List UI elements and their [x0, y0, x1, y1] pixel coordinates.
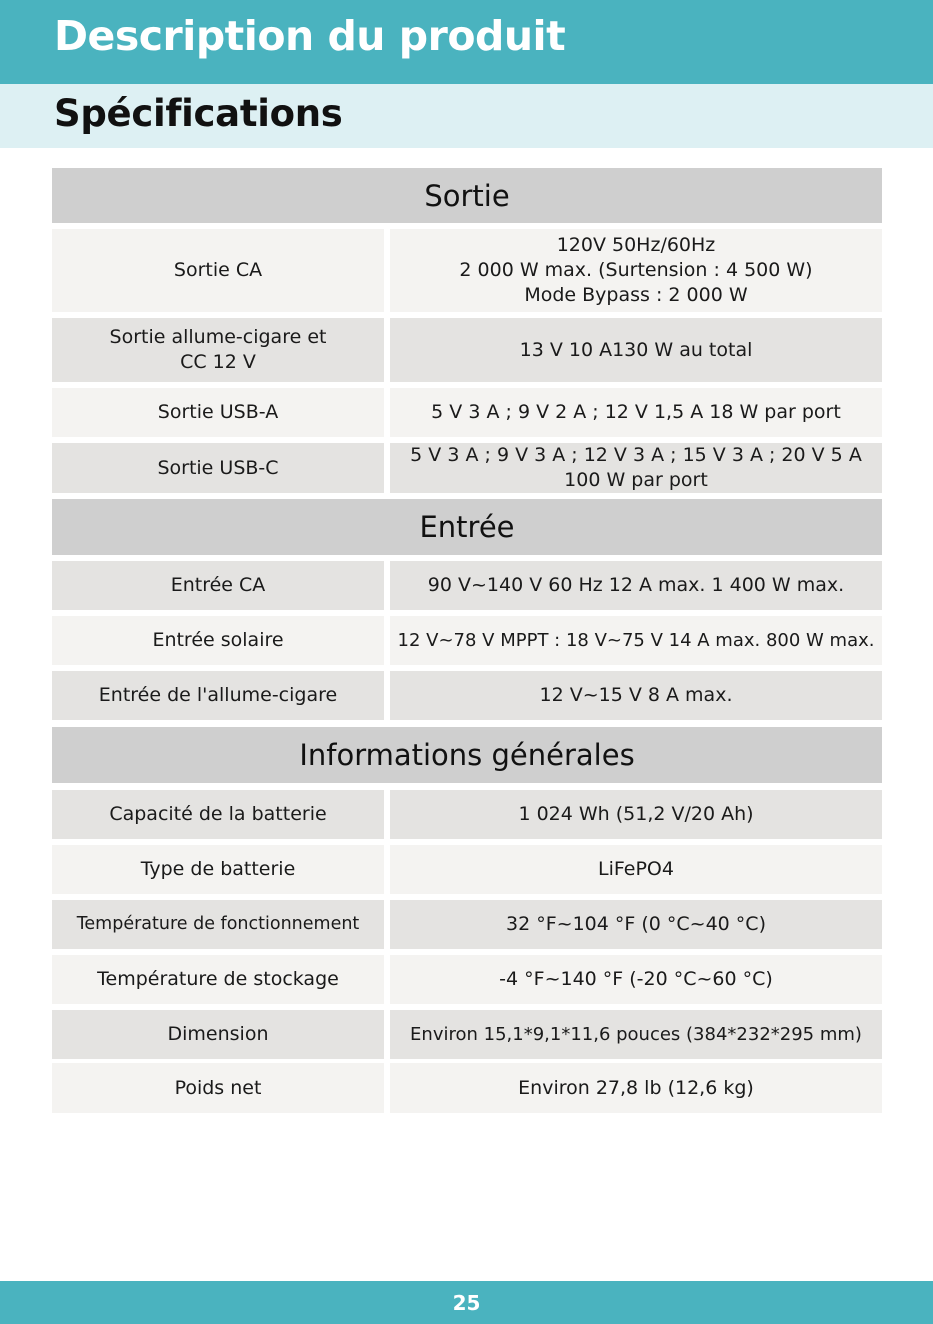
table-row [52, 443, 882, 493]
row-value-line: 5 V 3 A ; 9 V 2 A ; 12 V 1,5 A 18 W par port [431, 401, 841, 423]
row-value [390, 443, 882, 493]
row-label [52, 671, 384, 720]
section-header-general: Informations générales [52, 727, 882, 783]
row-value-line: 5 V 3 A ; 9 V 3 A ; 12 V 3 A ; 15 V 3 A ; 20 V 5 A [410, 444, 862, 466]
row-label [52, 790, 384, 839]
row-value [390, 229, 882, 312]
page-number: 25 [452, 1290, 481, 1315]
row-label [52, 955, 384, 1004]
table-row [52, 388, 882, 437]
row-label [52, 1063, 384, 1113]
row-value-line: LiFePO4 [598, 858, 674, 880]
table-row [52, 671, 882, 720]
row-value [390, 561, 882, 610]
row-value-line: Environ 15,1*9,1*11,6 pouces (384*232*295 mm) [410, 1024, 862, 1045]
table-row [52, 229, 882, 312]
row-value-line: 12 V~15 V 8 A max. [539, 684, 733, 706]
table-row [52, 900, 882, 949]
row-value-line: -4 °F~140 °F (-20 °C~60 °C) [499, 968, 773, 990]
row-label-line: Type de batterie [140, 858, 296, 880]
row-label-line: Sortie CA [173, 259, 263, 281]
row-label [52, 443, 384, 493]
row-value [390, 1063, 882, 1113]
row-label [52, 388, 384, 437]
row-value-line: 1 024 Wh (51,2 V/20 Ah) [518, 803, 754, 825]
row-label-line: Poids net [174, 1076, 262, 1099]
row-value [390, 616, 882, 665]
section-title: Spécifications [54, 92, 343, 135]
row-value-line: 12 V~78 V MPPT : 18 V~75 V 14 A max. 800 W max. [397, 630, 875, 651]
table-row [52, 616, 882, 665]
row-value [390, 900, 882, 949]
row-value-line: 2 000 W max. (Surtension : 4 500 W) [459, 259, 813, 281]
row-label [52, 1010, 384, 1059]
row-value-line: Mode Bypass : 2 000 W [524, 284, 748, 306]
row-value-line: Environ 27,8 lb (12,6 kg) [518, 1076, 754, 1099]
row-value-line: 90 V~140 V 60 Hz 12 A max. 1 400 W max. [427, 574, 845, 596]
row-value [390, 955, 882, 1004]
row-label [52, 616, 384, 665]
footer-bar [0, 1281, 933, 1324]
row-label-line: Entrée CA [170, 574, 266, 596]
row-label-line: Dimension [167, 1023, 269, 1045]
table-row [52, 561, 882, 610]
row-label [52, 318, 384, 382]
row-label-line: CC 12 V [180, 351, 256, 373]
row-value-line: 32 °F~104 °F (0 °C~40 °C) [506, 913, 766, 935]
row-value [390, 1010, 882, 1059]
row-label [52, 900, 384, 949]
row-label-line: Température de stockage [97, 968, 339, 990]
row-label [52, 229, 384, 312]
section-header-output: Sortie [52, 168, 882, 223]
row-label-line: Sortie USB-A [157, 401, 279, 423]
section-header-input: Entrée [52, 499, 882, 555]
row-value [390, 671, 882, 720]
table-row [52, 845, 882, 894]
row-value [390, 845, 882, 894]
row-label-line: Sortie allume-cigare et [109, 326, 327, 348]
table-row [52, 955, 882, 1004]
row-label [52, 845, 384, 894]
table-row [52, 318, 882, 382]
page-title: Description du produit [54, 12, 566, 60]
row-value-line: 13 V 10 A130 W au total [519, 338, 753, 361]
row-label-line: Température de fonctionnement [76, 914, 360, 934]
row-label [52, 561, 384, 610]
row-value [390, 388, 882, 437]
table-row [52, 1063, 882, 1113]
row-label-line: Entrée solaire [152, 629, 284, 651]
row-value-line: 120V 50Hz/60Hz [556, 234, 716, 256]
table-row [52, 1010, 882, 1059]
row-value-line: 100 W par port [564, 469, 708, 491]
subheader-bar [0, 84, 933, 148]
row-label-line: Entrée de l'allume-cigare [98, 684, 338, 706]
row-value [390, 318, 882, 382]
row-label-line: Capacité de la batterie [109, 803, 327, 825]
row-value [390, 790, 882, 839]
header-bar [0, 0, 933, 84]
row-label-line: Sortie USB-C [157, 456, 279, 479]
table-row [52, 790, 882, 839]
